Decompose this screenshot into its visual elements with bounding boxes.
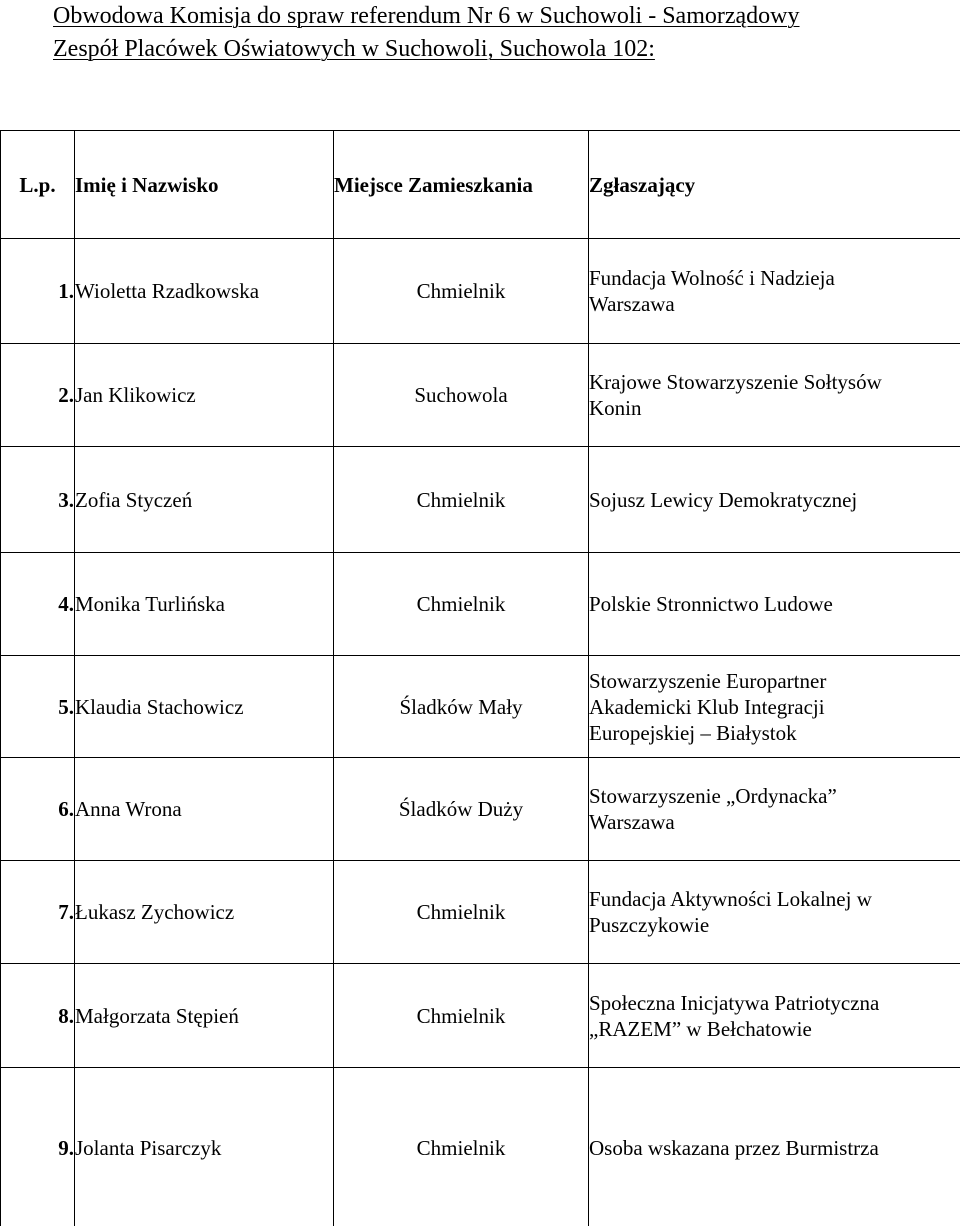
document-title xyxy=(53,0,933,66)
org-line: Puszczykowie xyxy=(589,913,710,937)
row-name: Anna Wrona xyxy=(75,758,334,861)
row-org xyxy=(589,861,960,964)
org-line: Europejskiej – Białystok xyxy=(589,720,797,745)
org-line: Społeczna Inicjatywa Patriotyczna xyxy=(589,990,880,1015)
row-place: Chmielnik xyxy=(334,239,589,344)
org-line: Sojusz Lewicy Demokratycznej xyxy=(589,487,858,512)
org-line: Krajowe Stowarzyszenie Sołtysów xyxy=(589,370,882,394)
row-place: Śladków Duży xyxy=(334,758,589,861)
row-place: Chmielnik xyxy=(334,964,589,1068)
row-place: Suchowola xyxy=(334,344,589,447)
row-number: 3. xyxy=(1,447,75,553)
row-number: 6. xyxy=(1,758,75,861)
org-line: Warszawa xyxy=(589,292,675,316)
row-name: Małgorzata Stępień xyxy=(75,964,334,1068)
row-org xyxy=(589,656,960,758)
row-name: Klaudia Stachowicz xyxy=(75,656,334,758)
org-line: Stowarzyszenie Europartner xyxy=(589,668,827,693)
row-org xyxy=(589,447,960,553)
row-org xyxy=(589,1068,960,1226)
table-header-row xyxy=(1,131,960,239)
header-lp: L.p. xyxy=(1,131,75,239)
table-row xyxy=(1,447,960,553)
row-place: Chmielnik xyxy=(334,861,589,964)
members-table xyxy=(0,130,960,1226)
row-org xyxy=(589,344,960,447)
row-place: Chmielnik xyxy=(334,1068,589,1226)
org-line: Fundacja Aktywności Lokalnej w xyxy=(589,887,872,911)
row-number: 7. xyxy=(1,861,75,964)
header-name: Imię i Nazwisko xyxy=(75,131,334,239)
org-line: Warszawa xyxy=(589,810,675,834)
row-number: 2. xyxy=(1,344,75,447)
org-line: Konin xyxy=(589,396,642,420)
row-place: Chmielnik xyxy=(334,553,589,656)
row-org xyxy=(589,239,960,344)
table-row xyxy=(1,758,960,861)
org-line: Osoba wskazana przez Burmistrza xyxy=(589,1135,879,1160)
row-org xyxy=(589,553,960,656)
table-row xyxy=(1,344,960,447)
row-name: Wioletta Rzadkowska xyxy=(75,239,334,344)
row-number: 8. xyxy=(1,964,75,1068)
org-line: Stowarzyszenie „Ordynacka” xyxy=(589,784,837,808)
row-number: 5. xyxy=(1,656,75,758)
row-org xyxy=(589,758,960,861)
table-row xyxy=(1,656,960,758)
table-row xyxy=(1,861,960,964)
row-number: 4. xyxy=(1,553,75,656)
org-line: „RAZEM” w Bełchatowie xyxy=(589,1016,812,1041)
header-place: Miejsce Zamieszkania xyxy=(334,131,589,239)
row-place: Śladków Mały xyxy=(334,656,589,758)
row-name: Jan Klikowicz xyxy=(75,344,334,447)
org-line: Akademicki Klub Integracji xyxy=(589,694,825,719)
table-body xyxy=(1,239,960,1226)
table-row xyxy=(1,239,960,344)
row-org xyxy=(589,964,960,1068)
org-line: Polskie Stronnictwo Ludowe xyxy=(589,592,833,616)
row-name: Monika Turlińska xyxy=(75,553,334,656)
title-line-2: Zespół Placówek Oświatowych w Suchowoli, Suchowola 102: xyxy=(53,36,655,62)
org-line: Fundacja Wolność i Nadzieja xyxy=(589,266,835,290)
table-row xyxy=(1,553,960,656)
title-line-1: Obwodowa Komisja do spraw referendum Nr 6 w Suchowoli - Samorządowy xyxy=(53,3,800,29)
row-name: Jolanta Pisarczyk xyxy=(75,1068,334,1226)
row-name: Łukasz Zychowicz xyxy=(75,861,334,964)
row-number: 1. xyxy=(1,239,75,344)
row-name: Zofia Styczeń xyxy=(75,447,334,553)
row-place: Chmielnik xyxy=(334,447,589,553)
table-row xyxy=(1,964,960,1068)
table-row xyxy=(1,1068,960,1226)
header-org: Zgłaszający xyxy=(589,131,960,239)
row-number: 9. xyxy=(1,1068,75,1226)
